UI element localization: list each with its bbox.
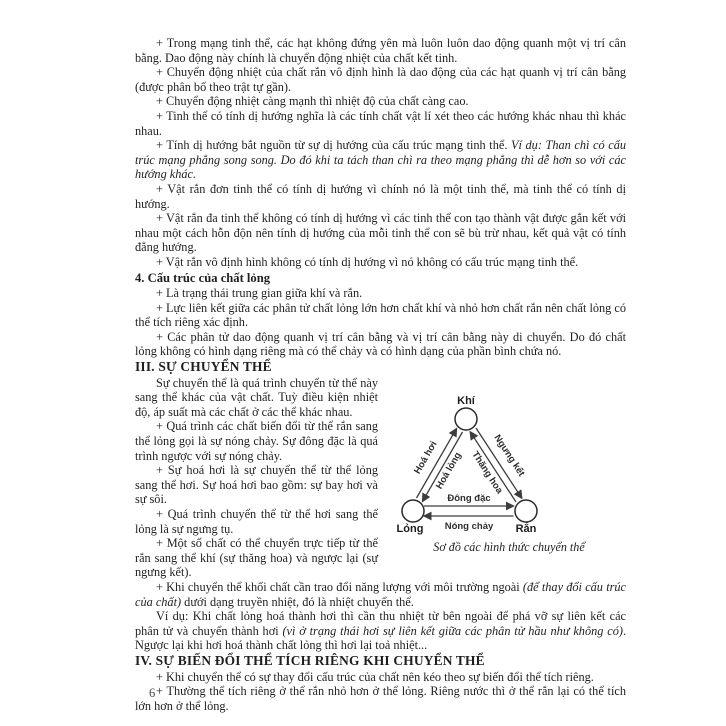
page-number: 6 bbox=[149, 686, 156, 700]
paragraph: + Các phân tử dao động quanh vị trí cân bằng và vị trí cân bằng này di chuyển. Do đó chất lỏng không có hình dạng riêng mà có thể chảy và có hình dạng của phần bình chứa nó. bbox=[135, 329, 626, 359]
heading-phase-change: III. SỰ CHUYỂN THỂ bbox=[135, 359, 272, 375]
arrow-label-liquefaction: Hoá lỏng bbox=[433, 450, 464, 491]
paragraph: + Chuyển động nhiệt càng mạnh thì nhiệt độ của chất càng cao. bbox=[156, 94, 469, 109]
arrow-label-sublimation: Thăng hoa bbox=[469, 449, 505, 496]
heading-specific-volume: IV. SỰ BIẾN ĐỔI THỂ TÍCH RIÊNG KHI CHUYỂN THỂ bbox=[135, 652, 485, 668]
arrow-label-freezing: Đông đặc bbox=[447, 492, 491, 504]
node-gas-circle bbox=[455, 408, 477, 430]
paragraph: + Sự hoá hơi là sự chuyển thể từ thể lỏng sang thể hơi. Sự hoá hơi bao gồm: sự bay hơi và sự sôi. bbox=[135, 463, 378, 507]
paragraph: + Lực liên kết giữa các phân tử chất lỏng lớn hơn chất khí và nhỏ hơn chất rắn nên chất lỏng có thể tích riêng xác định. bbox=[135, 300, 626, 330]
paragraph: + Vật rắn vô định hình không có tính dị hướng vì nó không có cấu trúc mạng tinh thể. bbox=[156, 254, 579, 269]
arrow-label-deposition: Ngưng kết bbox=[491, 432, 527, 479]
paragraph: + Một số chất có thể chuyển trực tiếp từ thể rắn sang thể khí (sự thăng hoa) và ngược lại (sự ngưng kết). bbox=[135, 536, 378, 580]
arrow-label-melting: Nóng chảy bbox=[444, 520, 494, 532]
paragraph: Sự chuyển thể là quá trình chuyển từ thể này sang thể khác của vật chất. Tuỳ điều kiện nhiệt độ, áp suất mà các chất ở các thể khác nhau. bbox=[135, 375, 378, 419]
diagram-caption: Sơ đồ các hình thức chuyển thể bbox=[433, 539, 585, 554]
node-liquid-circle bbox=[402, 500, 424, 522]
paragraph: + Quá trình các chất biến đổi từ thể rắn sang thể lỏng gọi là sự nóng chảy. Sự đông đặc là quá trình ngược với sự nóng chảy. bbox=[135, 419, 378, 463]
section-phase-change bbox=[135, 376, 626, 580]
node-gas-label: Khí bbox=[457, 394, 475, 407]
heading-liquid-structure: 4. Cấu trúc của chất lỏng bbox=[135, 270, 271, 285]
paragraph: Ví dụ: Khi chất lỏng hoá thành hơi thì cần thu nhiệt từ bên ngoài để phá vỡ sự liên kết các phân tử và chuyển thành hơi (vì ở trạng thái hơi sự liên kết giữa các phân tử hầu như không có). Ngược lại khi hơi hoá thành chất lỏng thì hơi lại toả nhiệt... bbox=[135, 609, 627, 653]
paragraph: + Là trạng thái trung gian giữa khí và rắn. bbox=[156, 286, 363, 301]
section-liquid-structure bbox=[135, 286, 626, 359]
paragraph: + Tính dị hướng bắt nguồn từ sự dị hướng của cấu trúc mạng tinh thể. Ví dụ: Than chì có cấu trúc mạng phẳng song song. Do đó khi ta tách than chì ra theo mạng phẳng thì dễ hơn so với các hướng khác. bbox=[135, 138, 626, 182]
paragraph: + Vật rắn đa tinh thể không có tính dị hướng vì các tinh thể con tạo thành vật được gắn kết với nhau một cách hỗn độn nên tính dị hướng của mỗi tinh thể con sẽ bù trừ nhau, kết quả vật có tính đẳng hướng. bbox=[135, 211, 626, 255]
node-liquid-label: Lỏng bbox=[396, 522, 424, 535]
paragraph: + Quá trình chuyển thể từ thể hơi sang thể lỏng là sự ngưng tụ. bbox=[135, 507, 378, 536]
arrow-label-vaporization: Hoá hơi bbox=[412, 439, 440, 476]
paragraph: + Thường thể tích riêng ở thể rắn nhỏ hơn ở thể lỏng. Riêng nước thì ở thể rắn lại có thể tích lớn hơn ở thể lỏng. bbox=[135, 684, 626, 713]
phase-change-diagram-svg bbox=[386, 391, 626, 539]
section-phase-change-energy bbox=[135, 580, 626, 653]
section-specific-volume bbox=[135, 670, 626, 714]
node-solid-circle bbox=[515, 500, 537, 522]
paragraph: + Chuyển động nhiệt của chất rắn vô định hình là dao động của các hạt quanh vị trí cân bằng (được phân bố theo trật tự gần). bbox=[135, 65, 626, 94]
phase-change-diagram bbox=[386, 391, 626, 554]
paragraph: + Trong mạng tinh thể, các hạt không đứng yên mà luôn luôn dao động quanh một vị trí cân bằng. Dao động này chính là chuyển động nhiệt của chất kết tinh. bbox=[135, 36, 626, 65]
section-crystal-notes bbox=[135, 36, 626, 270]
paragraph: + Khi chuyển thể khối chất cần trao đổi năng lượng với môi trường ngoài (để thay đổi cấu trúc của chất) dưới dạng truyền nhiệt, đó là nhiệt chuyển thể. bbox=[135, 579, 626, 609]
paragraph: + Tinh thể có tính dị hướng nghĩa là các tính chất vật lí xét theo các hướng khác nhau thì khác nhau. bbox=[135, 108, 626, 138]
node-solid-label: Rắn bbox=[515, 522, 537, 535]
page-content bbox=[135, 36, 626, 713]
paragraph: + Khi chuyển thể có sự thay đổi cấu trúc của chất nên kéo theo sự biến đổi thể tích riêng. bbox=[156, 669, 594, 684]
paragraph: + Vật rắn đơn tinh thể có tính dị hướng vì chính nó là một tinh thể, mà tinh thể có tính dị hướng. bbox=[135, 181, 626, 211]
